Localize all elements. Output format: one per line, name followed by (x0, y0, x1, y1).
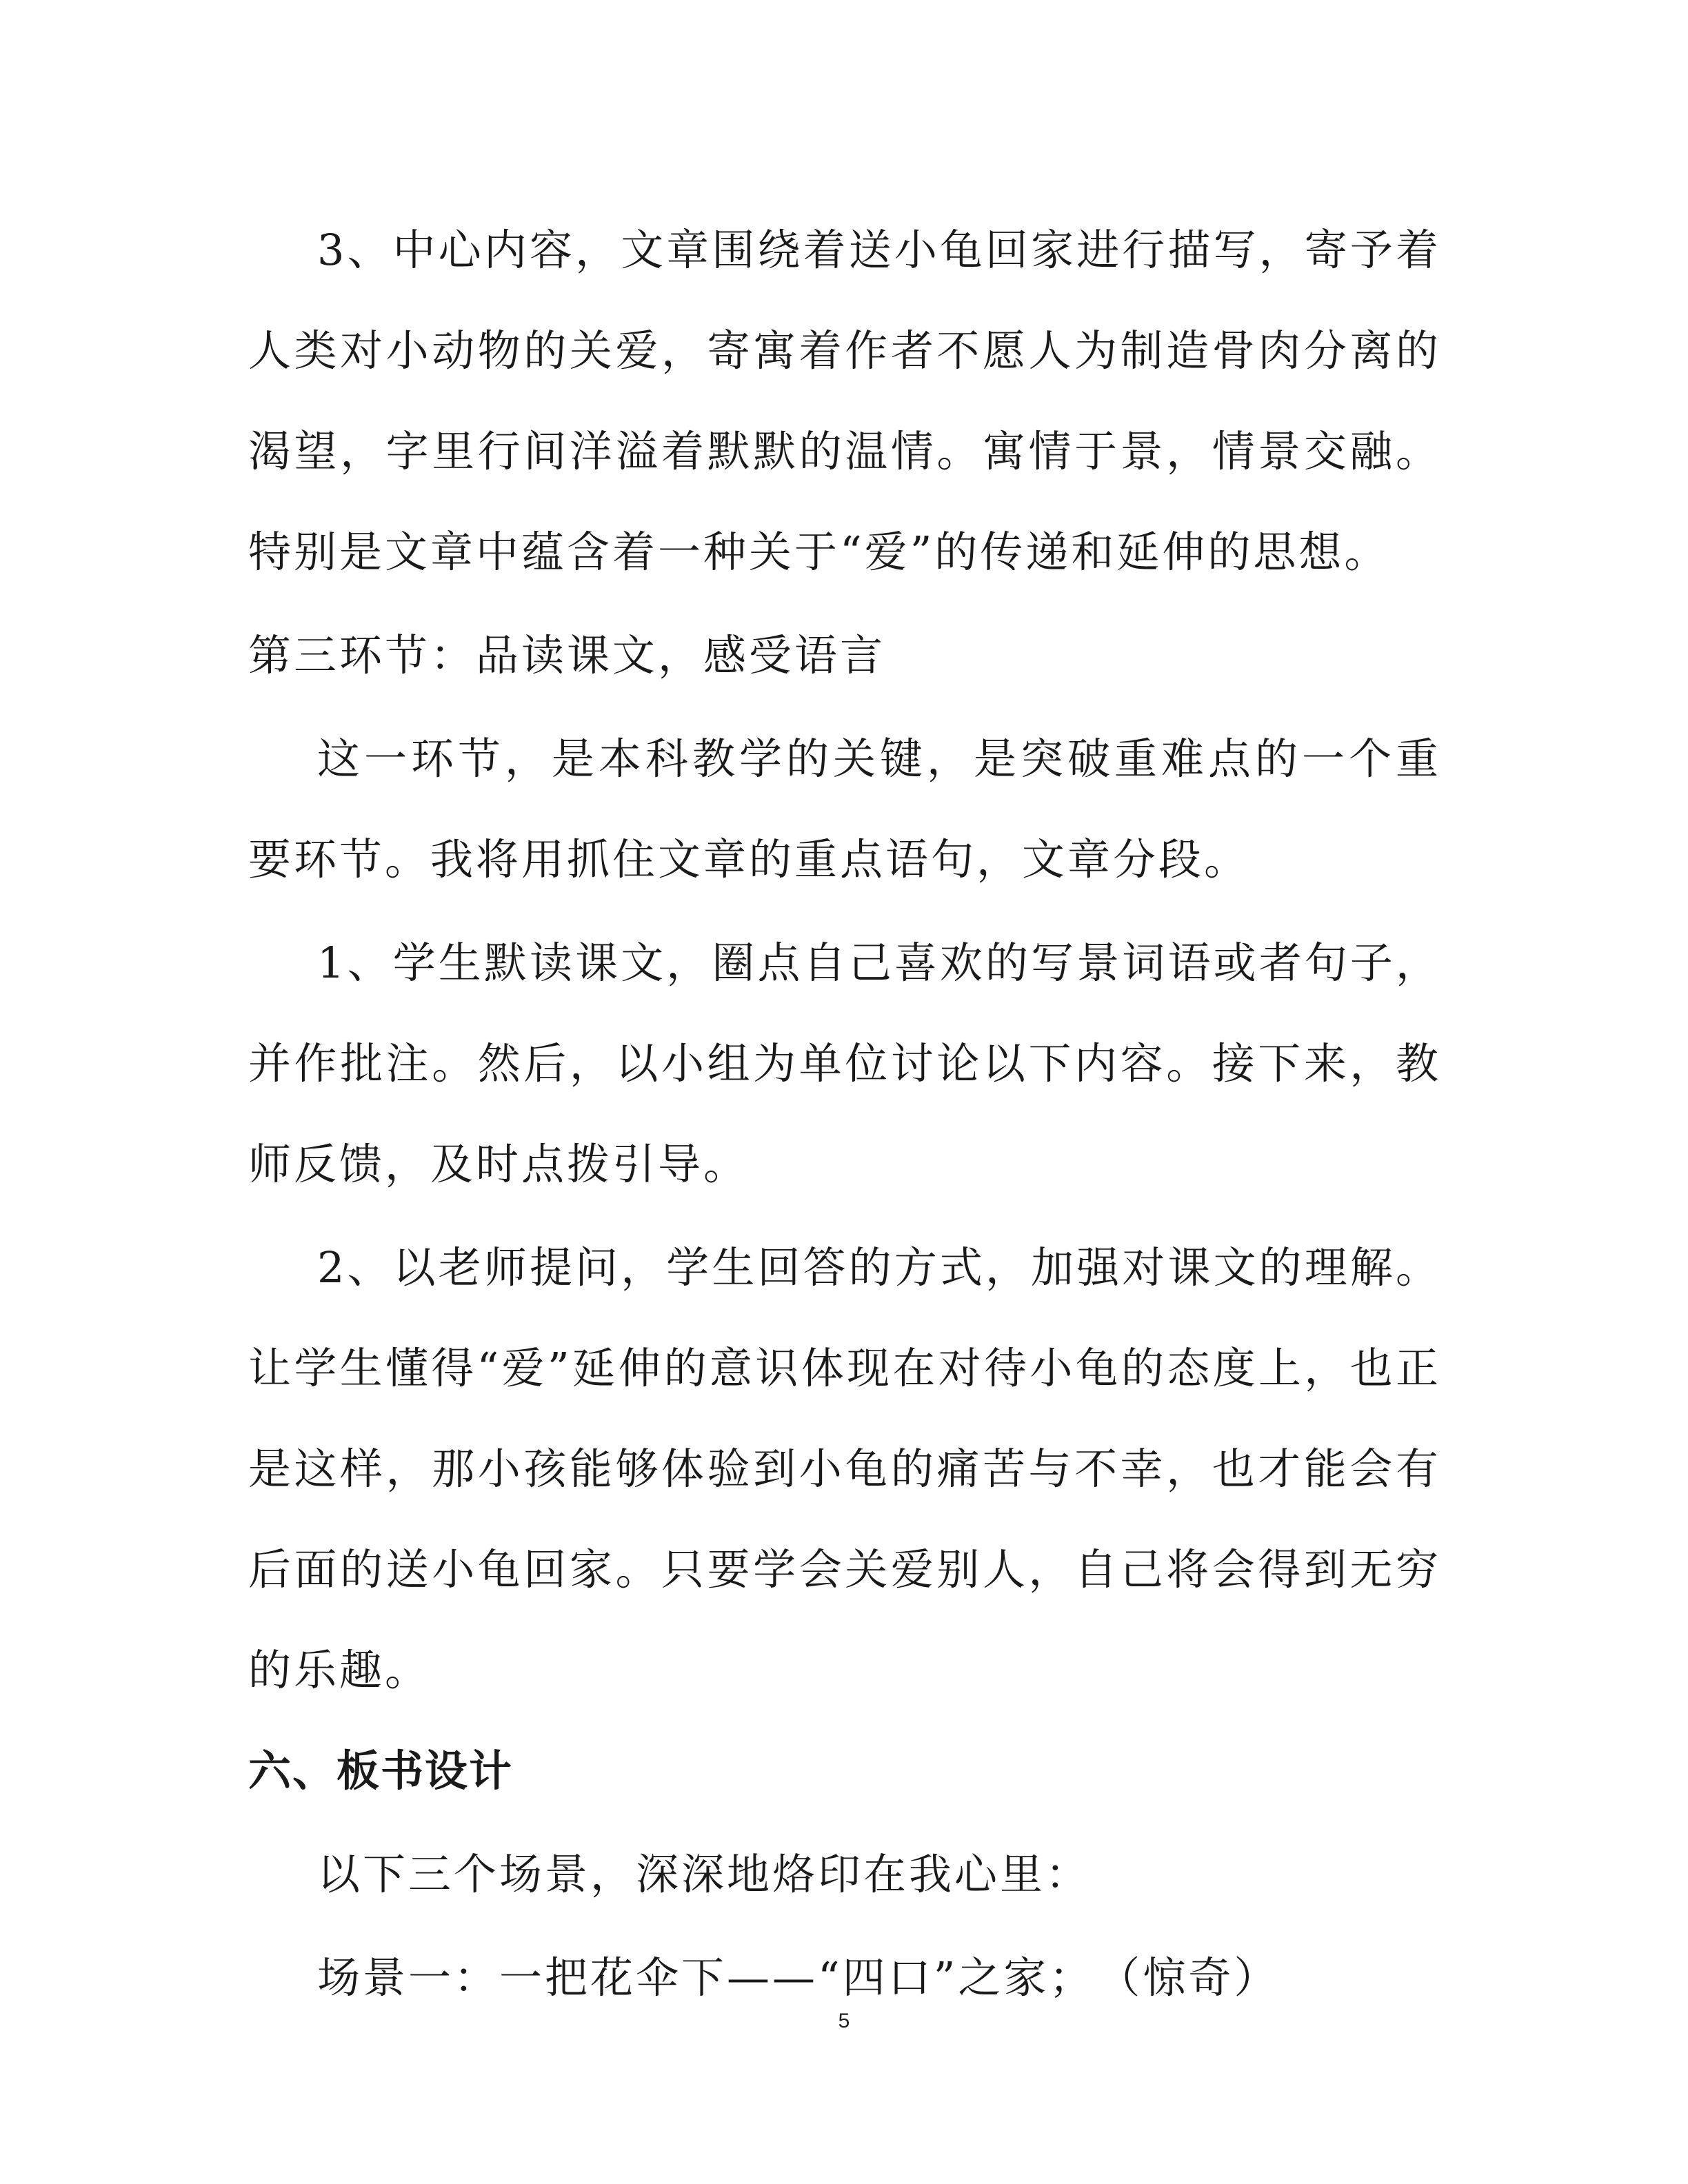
paragraph-three-scenes: 以下三个场景，深深地烙印在我心里： (317, 1849, 1092, 1899)
paragraph-step-1: 1、学生默读课文，圈点自己喜欢的写景词语或者句子，并作批注。然后，以小组为单位讨论以下内容。接下来，教师反馈，及时点拨引导。 (248, 938, 1441, 1189)
page-number: 5 (838, 2010, 850, 2032)
paragraph-key-stage: 这一环节，是本科教学的关键，是突破重难点的一个重要环节。我将用抓住文章的重点语句，文章分段。 (248, 734, 1441, 884)
paragraph-scene-one: 场景一：一把花伞下——“四口”之家； （惊奇） (317, 1952, 1280, 2003)
section-heading-board-design: 六、板书设计 (248, 1746, 514, 1796)
section-heading-third-stage: 第三环节：品读课文，感受语言 (248, 630, 886, 680)
paragraph-central-content: 3、中心内容，文章围绕着送小龟回家进行描写，寄予着人类对小动物的关爱，寄寓着作者不愿人为制造骨肉分离的渴望，字里行间洋溢着默默的温情。寓情于景，情景交融。特别是文章中蕴含着一种关于“爱”的传递和延伸的思想。 (248, 225, 1441, 577)
paragraph-step-2: 2、以老师提问，学生回答的方式，加强对课文的理解。让学生懂得“爱”延伸的意识体现在对待小龟的态度上，也正是这样，那小孩能够体验到小龟的痛苦与不幸，也才能会有后面的送小龟回家。只要学会关爱别人，自己将会得到无穷的乐趣。 (248, 1242, 1441, 1695)
document-body (248, 200, 1441, 2028)
